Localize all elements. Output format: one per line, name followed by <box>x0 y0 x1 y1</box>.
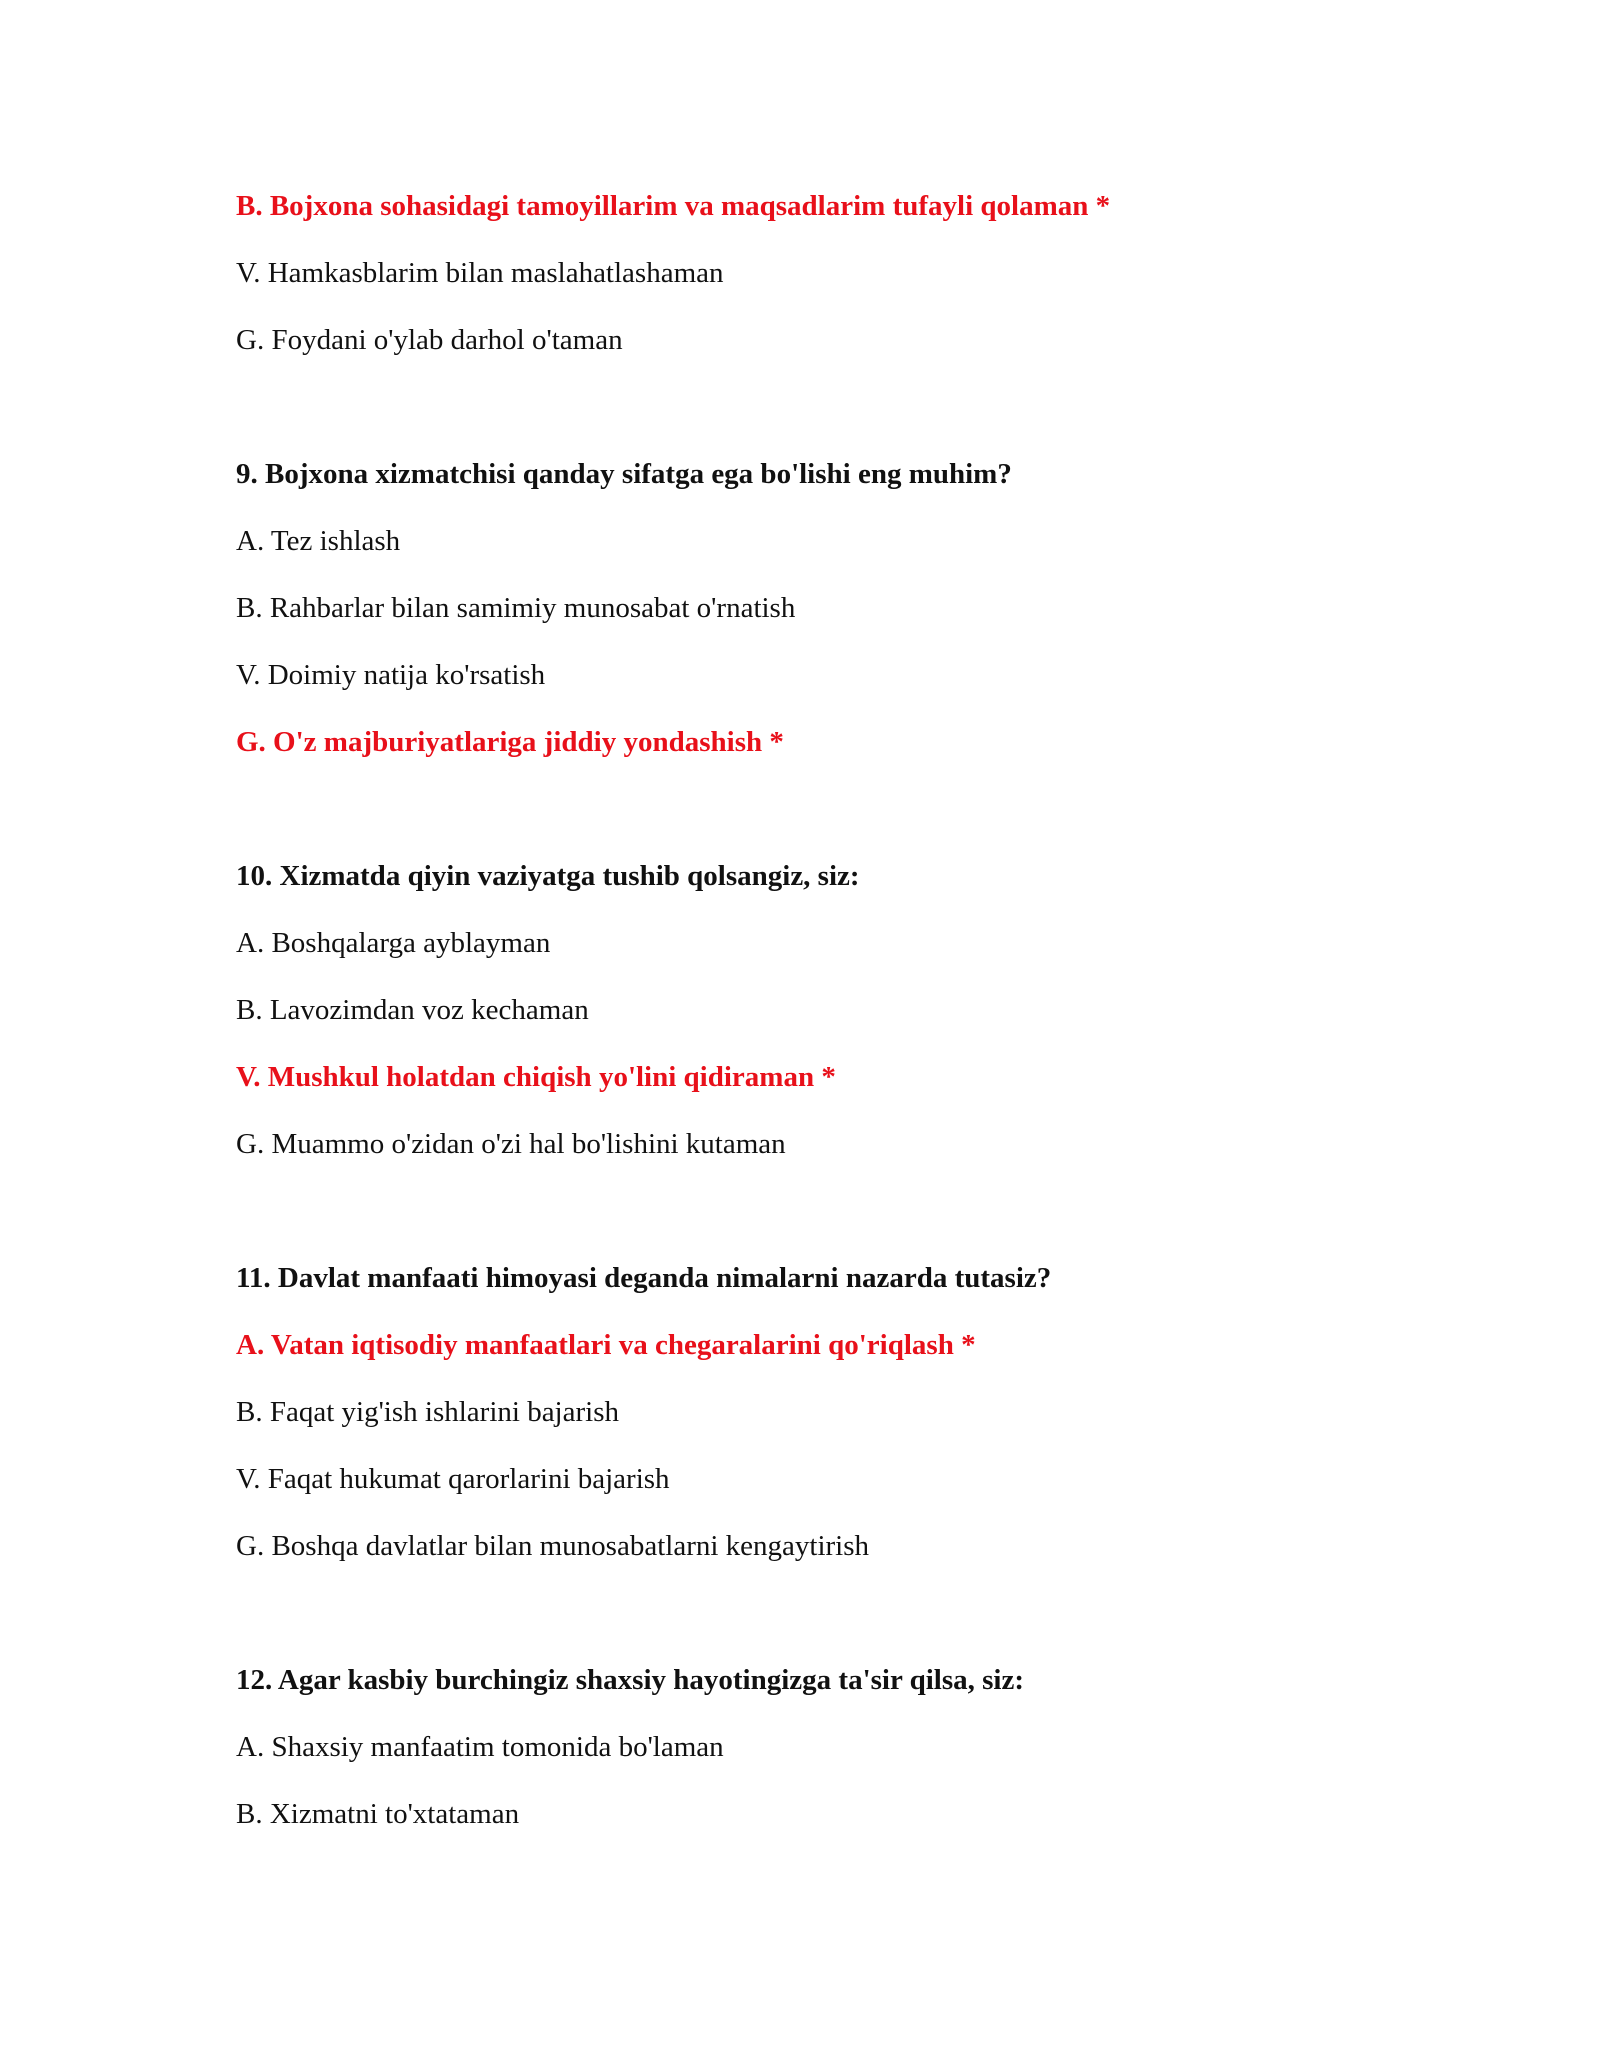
answer-correct-10v: V. Mushkul holatdan chiqish yo'lini qidiraman * <box>236 1061 836 1093</box>
answer-option-11b: B. Faqat yig'ish ishlarini bajarish <box>236 1396 619 1428</box>
answer-option-12b: B. Xizmatni to'xtataman <box>236 1798 520 1830</box>
answer-option-11g: G. Boshqa davlatlar bilan munosabatlarni kengaytirish <box>236 1530 870 1562</box>
answer-option-9a: A. Tez ishlash <box>236 525 401 557</box>
answer-option-8g: G. Foydani o'ylab darhol o'taman <box>236 324 623 356</box>
answer-correct-11a: A. Vatan iqtisodiy manfaatlari va chegaralarini qo'riqlash * <box>236 1329 976 1361</box>
answer-option-12a: A. Shaxsiy manfaatim tomonida bo'laman <box>236 1731 724 1763</box>
answer-option-9v: V. Doimiy natija ko'rsatish <box>236 659 546 691</box>
question-11: 11. Davlat manfaati himoyasi deganda nimalarni nazarda tutasiz? <box>236 1262 1052 1294</box>
answer-option-10a: A. Boshqalarga ayblayman <box>236 927 551 959</box>
answer-option-11v: V. Faqat hukumat qarorlarini bajarish <box>236 1463 670 1495</box>
answer-option-9b: B. Rahbarlar bilan samimiy munosabat o'rnatish <box>236 592 796 624</box>
answer-option-10b: B. Lavozimdan voz kechaman <box>236 994 589 1026</box>
answer-option-8v: V. Hamkasblarim bilan maslahatlashaman <box>236 257 724 289</box>
question-9: 9. Bojxona xizmatchisi qanday sifatga ega bo'lishi eng muhim? <box>236 458 1012 490</box>
answer-correct-8b: B. Bojxona sohasidagi tamoyillarim va maqsadlarim tufayli qolaman * <box>236 190 1111 222</box>
question-10: 10. Xizmatda qiyin vaziyatga tushib qolsangiz, siz: <box>236 860 860 892</box>
question-12: 12. Agar kasbiy burchingiz shaxsiy hayotingizga ta'sir qilsa, siz: <box>236 1664 1024 1696</box>
answer-option-10g: G. Muammo o'zidan o'zi hal bo'lishini kutaman <box>236 1128 786 1160</box>
answer-correct-9g: G. O'z majburiyatlariga jiddiy yondashish * <box>236 726 784 758</box>
